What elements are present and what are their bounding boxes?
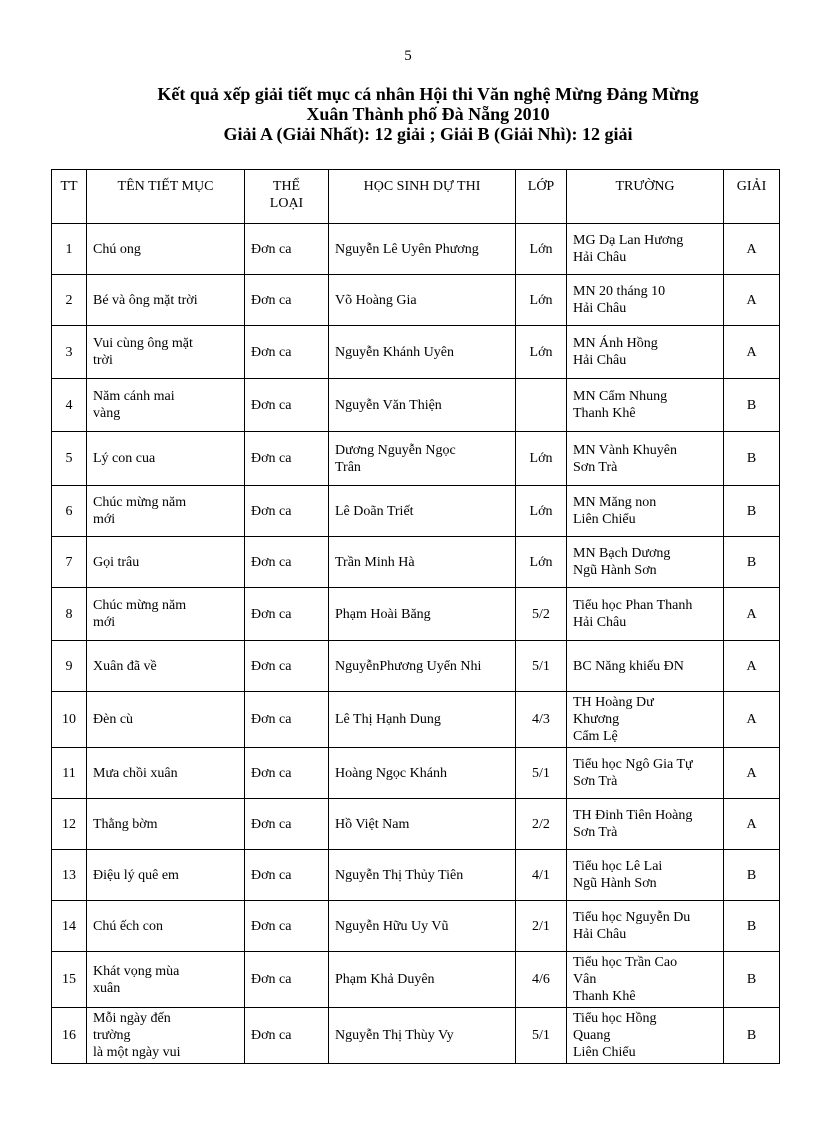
student-cell [329, 379, 516, 432]
performance-name-line: Thằng bờm [93, 816, 158, 832]
student-cell [329, 748, 516, 799]
genre-cell: Đơn ca [245, 850, 329, 901]
results-table [51, 169, 780, 1064]
tt-cell: 1 [52, 224, 87, 275]
tt-cell: 8 [52, 588, 87, 641]
grade-cell: Lớn [516, 432, 567, 486]
school-cell [567, 432, 724, 486]
header-genre-line: LOẠI [269, 196, 304, 211]
student-line: Võ Hoàng Gia [335, 292, 417, 308]
genre-cell: Đơn ca [245, 326, 329, 379]
grade-cell: 2/2 [516, 799, 567, 850]
tt-cell: 7 [52, 537, 87, 588]
grade-cell: 2/1 [516, 901, 567, 952]
student-line: Phạm Khả Duyên [335, 972, 435, 987]
school-cell [567, 850, 724, 901]
school-line: Ngũ Hành Sơn [573, 876, 657, 891]
school-cell [567, 1008, 724, 1064]
grade-cell: 5/2 [516, 588, 567, 641]
student-line: Dương Nguyễn Ngọc [335, 442, 456, 458]
header-student: HỌC SINH DỰ THI [329, 170, 516, 224]
performance-name-cell [87, 952, 245, 1008]
tt-cell: 12 [52, 799, 87, 850]
prize-cell: B [724, 850, 780, 901]
school-line: Hải Châu [573, 353, 627, 368]
performance-name-line: Khát vọng mùa [93, 963, 180, 979]
header-grade: LỚP [516, 170, 567, 224]
student-cell [329, 799, 516, 850]
header-genre-line: THỂ [272, 179, 301, 194]
school-line: TH Đinh Tiên Hoàng [573, 808, 693, 823]
school-cell [567, 641, 724, 692]
prize-cell: A [724, 799, 780, 850]
school-line: Sơn Trà [573, 774, 618, 789]
performance-name-line: Vui cùng ông mặt [93, 336, 193, 351]
header-prize: GIẢI [724, 170, 780, 224]
performance-name-line: Xuân đã về [93, 658, 157, 674]
tt-cell: 10 [52, 692, 87, 748]
grade-cell: Lớn [516, 537, 567, 588]
student-line: Nguyễn Thị Thủy Tiên [335, 867, 464, 883]
prize-cell: A [724, 641, 780, 692]
school-line: Sơn Trà [573, 825, 618, 840]
performance-name-cell [87, 1008, 245, 1064]
genre-cell: Đơn ca [245, 692, 329, 748]
header-row [52, 170, 780, 224]
performance-name-cell [87, 486, 245, 537]
school-cell [567, 537, 724, 588]
school-cell [567, 224, 724, 275]
prize-cell: B [724, 379, 780, 432]
tt-cell: 11 [52, 748, 87, 799]
table-row [52, 641, 780, 692]
table-row [52, 432, 780, 486]
student-line: Nguyễn Lê Uyên Phương [335, 241, 479, 257]
student-cell [329, 537, 516, 588]
school-cell [567, 692, 724, 748]
tt-cell: 14 [52, 901, 87, 952]
student-line: Nguyễn Hữu Uy Vũ [335, 918, 449, 934]
table-row [52, 901, 780, 952]
performance-name-cell [87, 692, 245, 748]
school-line: Tiểu học Ngô Gia Tự [573, 757, 693, 772]
table-row [52, 486, 780, 537]
prize-cell: A [724, 588, 780, 641]
school-line: Hải Châu [573, 615, 627, 630]
student-cell [329, 326, 516, 379]
grade-cell: 5/1 [516, 641, 567, 692]
school-line: Liên Chiểu [573, 1045, 636, 1060]
prize-cell: B [724, 1008, 780, 1064]
document-title [40, 84, 816, 144]
school-line: MN Bạch Dương [573, 546, 671, 561]
student-line: Nguyễn Văn Thiện [335, 397, 442, 413]
prize-cell: A [724, 275, 780, 326]
performance-name-line: Chúc mừng năm [93, 598, 187, 613]
table-row [52, 952, 780, 1008]
school-line: MN Vành Khuyên [573, 442, 677, 458]
genre-cell: Đơn ca [245, 537, 329, 588]
prize-cell: B [724, 901, 780, 952]
prize-cell: B [724, 432, 780, 486]
school-cell [567, 952, 724, 1008]
table-row [52, 224, 780, 275]
school-line: Liên Chiểu [573, 512, 636, 527]
school-line: Hải Châu [573, 301, 627, 316]
student-line: Lê Thị Hạnh Dung [335, 712, 441, 727]
page-number: 5 [404, 48, 412, 64]
school-cell [567, 901, 724, 952]
table-row [52, 275, 780, 326]
table-row [52, 588, 780, 641]
genre-cell: Đơn ca [245, 432, 329, 486]
student-cell [329, 901, 516, 952]
student-cell [329, 486, 516, 537]
prize-cell: B [724, 486, 780, 537]
genre-cell: Đơn ca [245, 641, 329, 692]
performance-name-line: vàng [93, 406, 121, 421]
genre-cell: Đơn ca [245, 799, 329, 850]
title-line-2: Xuân Thành phố Đà Nẵng 2010 [306, 104, 550, 124]
genre-cell: Đơn ca [245, 379, 329, 432]
grade-cell: Lớn [516, 224, 567, 275]
genre-cell: Đơn ca [245, 224, 329, 275]
performance-name-cell [87, 799, 245, 850]
grade-cell: Lớn [516, 275, 567, 326]
student-line: Trân [335, 459, 361, 475]
school-line: Ngũ Hành Sơn [573, 563, 657, 578]
student-line: Nguyễn Khánh Uyên [335, 344, 454, 360]
tt-cell: 5 [52, 432, 87, 486]
performance-name-line: là một ngày vui [93, 1045, 181, 1060]
school-cell [567, 326, 724, 379]
school-line: MN Măng non [573, 495, 657, 510]
performance-name-line: mới [93, 615, 116, 630]
performance-name-cell [87, 326, 245, 379]
grade-cell: Lớn [516, 486, 567, 537]
grade-cell: 5/1 [516, 748, 567, 799]
title-line-1: Kết quả xếp giải tiết mục cá nhân Hội thi Văn nghệ Mừng Đảng Mừng [157, 84, 699, 104]
school-line: Tiểu học Phan Thanh [573, 598, 693, 613]
genre-cell: Đơn ca [245, 588, 329, 641]
performance-name-line: Lý con cua [93, 451, 156, 466]
prize-cell: B [724, 952, 780, 1008]
school-cell [567, 275, 724, 326]
performance-name-cell [87, 275, 245, 326]
performance-name-line: xuân [93, 980, 121, 996]
tt-cell: 13 [52, 850, 87, 901]
school-line: Hải Châu [573, 927, 627, 942]
school-line: Tiểu học Hồng [573, 1011, 657, 1026]
header-genre [245, 170, 329, 224]
student-line: NguyễnPhương Uyển Nhi [335, 658, 482, 674]
student-line: Phạm Hoài Băng [335, 606, 431, 622]
title-line-3: Giải A (Giải Nhất): 12 giải ; Giải B (Giải Nhì): 12 giải [223, 124, 633, 144]
grade-cell: 4/3 [516, 692, 567, 748]
prize-cell: A [724, 224, 780, 275]
tt-cell: 9 [52, 641, 87, 692]
genre-cell: Đơn ca [245, 486, 329, 537]
performance-name-line: Chú ong [93, 241, 141, 257]
school-line: MN Ánh Hồng [573, 336, 658, 351]
genre-cell: Đơn ca [245, 748, 329, 799]
student-cell [329, 952, 516, 1008]
performance-name-line: Bé và ông mặt trời [93, 292, 198, 308]
grade-cell: 4/6 [516, 952, 567, 1008]
performance-name-cell [87, 379, 245, 432]
school-line: Vân [573, 972, 597, 987]
student-cell [329, 432, 516, 486]
performance-name-line: Năm cánh mai [93, 389, 175, 404]
prize-cell: B [724, 537, 780, 588]
tt-cell: 2 [52, 275, 87, 326]
performance-name-cell [87, 901, 245, 952]
performance-name-cell [87, 224, 245, 275]
performance-name-cell [87, 641, 245, 692]
table-row [52, 692, 780, 748]
table-row [52, 379, 780, 432]
performance-name-line: Chú ếch con [93, 918, 163, 934]
school-line: Thanh Khê [573, 406, 636, 421]
school-line: Thanh Khê [573, 989, 636, 1004]
tt-cell: 15 [52, 952, 87, 1008]
school-cell [567, 379, 724, 432]
school-line: Hải Châu [573, 250, 627, 265]
school-line: MN Cẩm Nhung [573, 389, 668, 404]
school-cell [567, 799, 724, 850]
genre-cell: Đơn ca [245, 901, 329, 952]
prize-cell: A [724, 748, 780, 799]
table-row [52, 799, 780, 850]
grade-cell: Lớn [516, 326, 567, 379]
school-line: TH Hoàng Dư [573, 695, 654, 710]
student-line: Trần Minh Hà [335, 554, 415, 570]
school-line: Tiểu học Trần Cao [573, 955, 678, 970]
school-line: MG Dạ Lan Hương [573, 233, 684, 248]
school-cell [567, 486, 724, 537]
performance-name-cell [87, 537, 245, 588]
performance-name-line: Mưa chồi xuân [93, 765, 178, 781]
table-body [52, 224, 780, 1064]
table-row [52, 850, 780, 901]
performance-name-line: Chúc mừng năm [93, 495, 187, 510]
student-line: Hồ Việt Nam [335, 816, 410, 832]
school-line: Khương [573, 712, 620, 727]
genre-cell: Đơn ca [245, 1008, 329, 1064]
prize-cell: A [724, 692, 780, 748]
grade-cell [516, 379, 567, 432]
performance-name-cell [87, 748, 245, 799]
genre-cell: Đơn ca [245, 275, 329, 326]
table-row [52, 748, 780, 799]
header-school: TRƯỜNG [567, 170, 724, 224]
school-line: Tiểu học Lê Lai [573, 859, 663, 874]
student-cell [329, 692, 516, 748]
student-cell [329, 224, 516, 275]
grade-cell: 4/1 [516, 850, 567, 901]
performance-name-cell [87, 432, 245, 486]
student-line: Nguyễn Thị Thùy Vy [335, 1028, 454, 1043]
student-cell [329, 588, 516, 641]
header-name: TÊN TIẾT MỤC [87, 170, 245, 224]
student-line: Lê Doãn Triết [335, 503, 414, 519]
grade-cell: 5/1 [516, 1008, 567, 1064]
performance-name-line: trường [93, 1028, 131, 1043]
performance-name-line: Điệu lý quê em [93, 867, 179, 883]
performance-name-line: mới [93, 512, 116, 527]
performance-name-cell [87, 588, 245, 641]
school-line: Sơn Trà [573, 459, 618, 475]
student-cell [329, 1008, 516, 1064]
school-line: MN 20 tháng 10 [573, 284, 666, 299]
performance-name-line: trời [93, 353, 113, 368]
school-line: Quang [573, 1028, 611, 1043]
tt-cell: 6 [52, 486, 87, 537]
performance-name-line: Gọi trâu [93, 554, 140, 570]
table-row [52, 537, 780, 588]
student-cell [329, 850, 516, 901]
prize-cell: A [724, 326, 780, 379]
header-tt: TT [52, 170, 87, 224]
table-row [52, 1008, 780, 1064]
performance-name-cell [87, 850, 245, 901]
school-line: Tiểu học Nguyễn Du [573, 910, 691, 925]
school-line: Cẩm Lệ [573, 729, 618, 744]
school-cell [567, 588, 724, 641]
table-row [52, 326, 780, 379]
performance-name-line: Mỗi ngày đến [93, 1011, 171, 1026]
student-cell [329, 275, 516, 326]
tt-cell: 16 [52, 1008, 87, 1064]
student-cell [329, 641, 516, 692]
school-cell [567, 748, 724, 799]
performance-name-line: Đèn cù [93, 712, 134, 727]
student-line: Hoàng Ngọc Khánh [335, 765, 447, 781]
tt-cell: 4 [52, 379, 87, 432]
genre-cell: Đơn ca [245, 952, 329, 1008]
tt-cell: 3 [52, 326, 87, 379]
school-line: BC Năng khiếu ĐN [573, 658, 684, 674]
